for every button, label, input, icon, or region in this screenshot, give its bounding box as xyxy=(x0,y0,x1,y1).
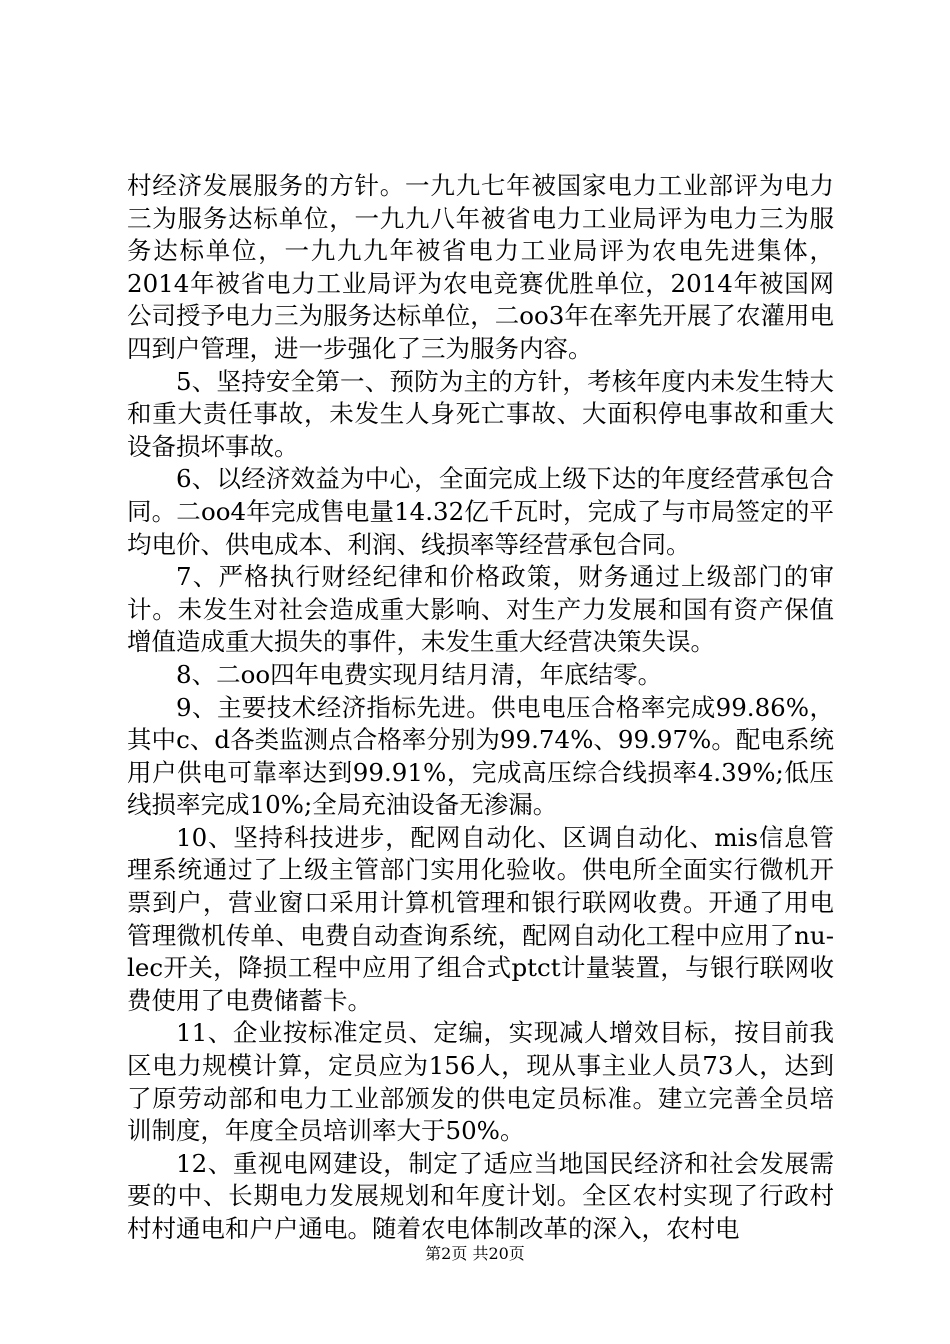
paragraph-8: 11、企业按标准定员、定编，实现减人增效目标，按目前我区电力规模计算，定员应为156人，现从事主业人员73人，达到了原劳动部和电力工业部颁发的供电定员标准。建立完善全员培训制度，年度全员培训率大于50%。 xyxy=(127,1018,834,1146)
paragraph-1: 村经济发展服务的方针。一九九七年被国家电力工业部评为电力三为服务达标单位，一九九八年被省电力工业局评为电力三为服务达标单位，一九九九年被省电力工业局评为农电先进集体，2014年被省电力工业局评为农电竞赛优胜单位，2014年被国网公司授予电力三为服务达标单位，二oo3年在率先开展了农灌用电四到户管理，进一步强化了三为服务内容。 xyxy=(127,171,834,363)
paragraph-6: 9、主要技术经济指标先进。供电电压合格率完成99.86%，其中c、d各类监测点合格率分别为99.74%、99.97%。配电系统用户供电可靠率达到99.91%，完成高压综合线损率4.39%;低压线损率完成10%;全局充油设备无渗漏。 xyxy=(127,692,834,820)
paragraph-9: 12、重视电网建设，制定了适应当地国民经济和社会发展需要的中、长期电力发展规划和年度计划。全区农村实现了行政村村村通电和户户通电。随着农电体制改革的深入，农村电 xyxy=(127,1148,834,1243)
document-body xyxy=(127,170,834,1246)
paragraph-4: 7、严格执行财经纪律和价格政策，财务通过上级部门的审计。未发生对社会造成重大影响、对生产力发展和国有资产保值增值造成重大损失的事件，未发生重大经营决策失误。 xyxy=(127,562,834,657)
paragraph-3: 6、以经济效益为中心，全面完成上级下达的年度经营承包合同。二oo4年完成售电量14.32亿千瓦时，完成了与市局签定的平均电价、供电成本、利润、线损率等经营承包合同。 xyxy=(127,464,834,559)
paragraph-7: 10、坚持科技进步，配网自动化、区调自动化、mis信息管理系统通过了上级主管部门实用化验收。供电所全面实行微机开票到户，营业窗口采用计算机管理和银行联网收费。开通了用电管理微机传单、电费自动查询系统，配网自动化工程中应用了nu-lec开关，降损工程中应用了组合式ptct计量装置，与银行联网收费使用了电费储蓄卡。 xyxy=(127,822,834,1015)
paragraph-2: 5、坚持安全第一、预防为主的方针，考核年度内未发生特大和重大责任事故，未发生人身死亡事故、大面积停电事故和重大设备损坏事故。 xyxy=(127,366,834,461)
page-number-footer: 第2页 共20页 xyxy=(425,1244,525,1263)
paragraph-5: 8、二oo四年电费实现月结月清，年底结零。 xyxy=(176,659,663,689)
